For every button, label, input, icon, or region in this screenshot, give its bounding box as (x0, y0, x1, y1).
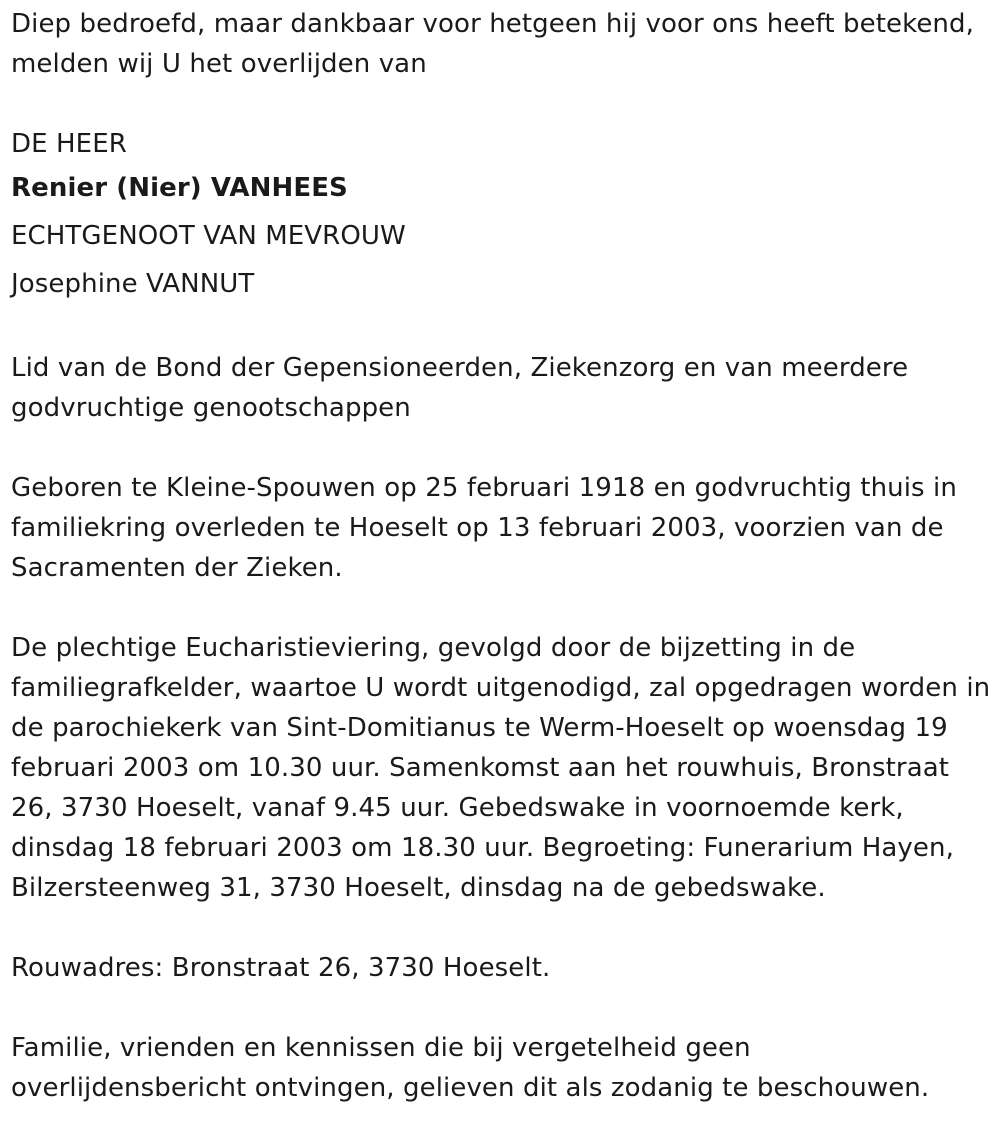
spouse-name: Josephine VANNUT (11, 269, 255, 299)
spacer (11, 988, 991, 1028)
deceased-name: Renier (Nier) VANHEES (11, 173, 348, 203)
spouse-label: ECHTGENOOT VAN MEVROUW (11, 221, 406, 251)
spacer (11, 84, 991, 124)
birth-death-paragraph: Geboren te Kleine-Spouwen op 25 februari 1918 en godvruchtig thuis in familiekring overleden te Hoeselt op 13 februari 2003, voorzien van de Sacramenten der Zieken. (11, 473, 957, 583)
spacer (11, 308, 991, 348)
spacer (11, 428, 991, 468)
obituary-document (11, 4, 991, 1108)
intro-paragraph: Diep bedroefd, maar dankbaar voor hetgeen hij voor ons heeft betekend, melden wij U het overlijden van (11, 9, 974, 79)
closing-paragraph: Familie, vrienden en kennissen die bij vergetelheid geen overlijdensbericht ontvingen, gelieven dit als zodanig te beschouwen. (11, 1033, 930, 1103)
spacer (11, 588, 991, 628)
ceremony-paragraph: De plechtige Eucharistieviering, gevolgd door de bijzetting in de familiegrafkelder, waartoe U wordt uitgenodigd, zal opgedragen worden in de parochiekerk van Sint-Domitianus te Werm-Hoeselt op woensdag 19 februari 2003 om 10.30 uur. Samenkomst aan het rouwhuis, Bronstraat 26, 3730 Hoeselt, vanaf 9.45 uur. Gebedswake in voornoemde kerk, dinsdag 18 februari 2003 om 18.30 uur. Begroeting: Funerarium Hayen, Bilzersteenweg 31, 3730 Hoeselt, dinsdag na de gebedswake. (11, 633, 991, 903)
memberships-paragraph: Lid van de Bond der Gepensioneerden, Ziekenzorg en van meerdere godvruchtige genootschappen (11, 353, 909, 423)
title-line: DE HEER (11, 129, 127, 159)
name-block (11, 124, 991, 308)
mourning-address: Rouwadres: Bronstraat 26, 3730 Hoeselt. (11, 953, 551, 983)
spacer (11, 908, 991, 948)
